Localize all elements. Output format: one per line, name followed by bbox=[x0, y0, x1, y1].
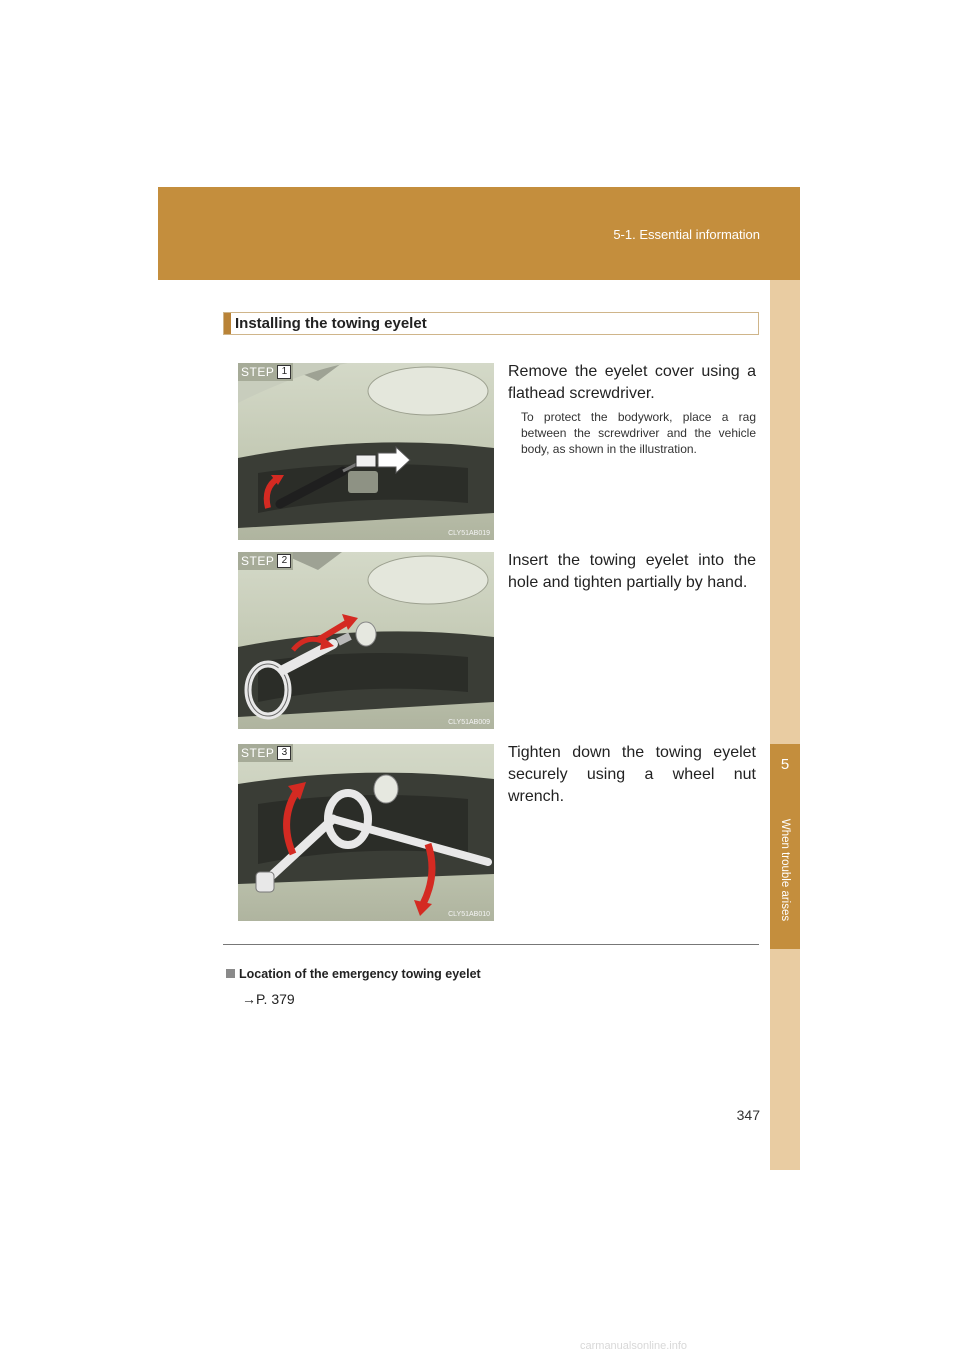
chapter-label: When trouble arises bbox=[779, 818, 791, 922]
bullet-square-icon bbox=[226, 969, 235, 978]
bumper-wrench-drawing bbox=[238, 744, 494, 921]
chapter-header bbox=[158, 187, 800, 280]
title-marker bbox=[224, 313, 231, 334]
chapter-label-wrap bbox=[770, 800, 800, 940]
step-2-number: 2 bbox=[277, 554, 291, 568]
bumper-eyelet-drawing bbox=[238, 552, 494, 729]
step-3-text: Tighten down the towing eyelet securely using a wheel nut wrench. bbox=[508, 744, 756, 805]
step-1-subtext: To protect the bodywork, place a rag between the screwdriver and the vehicle body, as shown in the illustration. bbox=[521, 410, 756, 456]
illustration-code: CLY51AB009 bbox=[448, 719, 490, 726]
step-3-badge: STEP 3 bbox=[238, 744, 293, 762]
note-title: Location of the emergency towing eyelet bbox=[226, 967, 481, 981]
page-reference-link[interactable]: →P. 379 bbox=[242, 991, 295, 1007]
divider bbox=[223, 944, 759, 945]
step-3-illustration bbox=[238, 744, 494, 921]
page-number: 347 bbox=[736, 1107, 760, 1123]
step-2-badge: STEP 2 bbox=[238, 552, 293, 570]
side-bar bbox=[770, 280, 800, 1170]
watermark: carmanualsonline.info bbox=[580, 1340, 688, 1352]
step-1-number: 1 bbox=[277, 365, 291, 379]
section-title: Installing the towing eyelet bbox=[235, 315, 427, 332]
illustration-code: CLY51AB019 bbox=[448, 530, 490, 537]
step-3-number: 3 bbox=[277, 746, 291, 760]
illustration-code: CLY51AB010 bbox=[448, 911, 490, 918]
step-1-text: Remove the eyelet cover using a flathead screwdriver. bbox=[508, 363, 756, 402]
section-title-box bbox=[223, 312, 759, 335]
step-1-illustration bbox=[238, 363, 494, 540]
step-2-illustration bbox=[238, 552, 494, 729]
bumper-screwdriver-drawing bbox=[238, 363, 494, 540]
step-2-text: Insert the towing eyelet into the hole and tighten partially by hand. bbox=[508, 552, 756, 591]
chapter-number: 5 bbox=[780, 756, 790, 773]
step-1-badge: STEP 1 bbox=[238, 363, 293, 381]
section-heading: 5-1. Essential information bbox=[613, 227, 760, 242]
